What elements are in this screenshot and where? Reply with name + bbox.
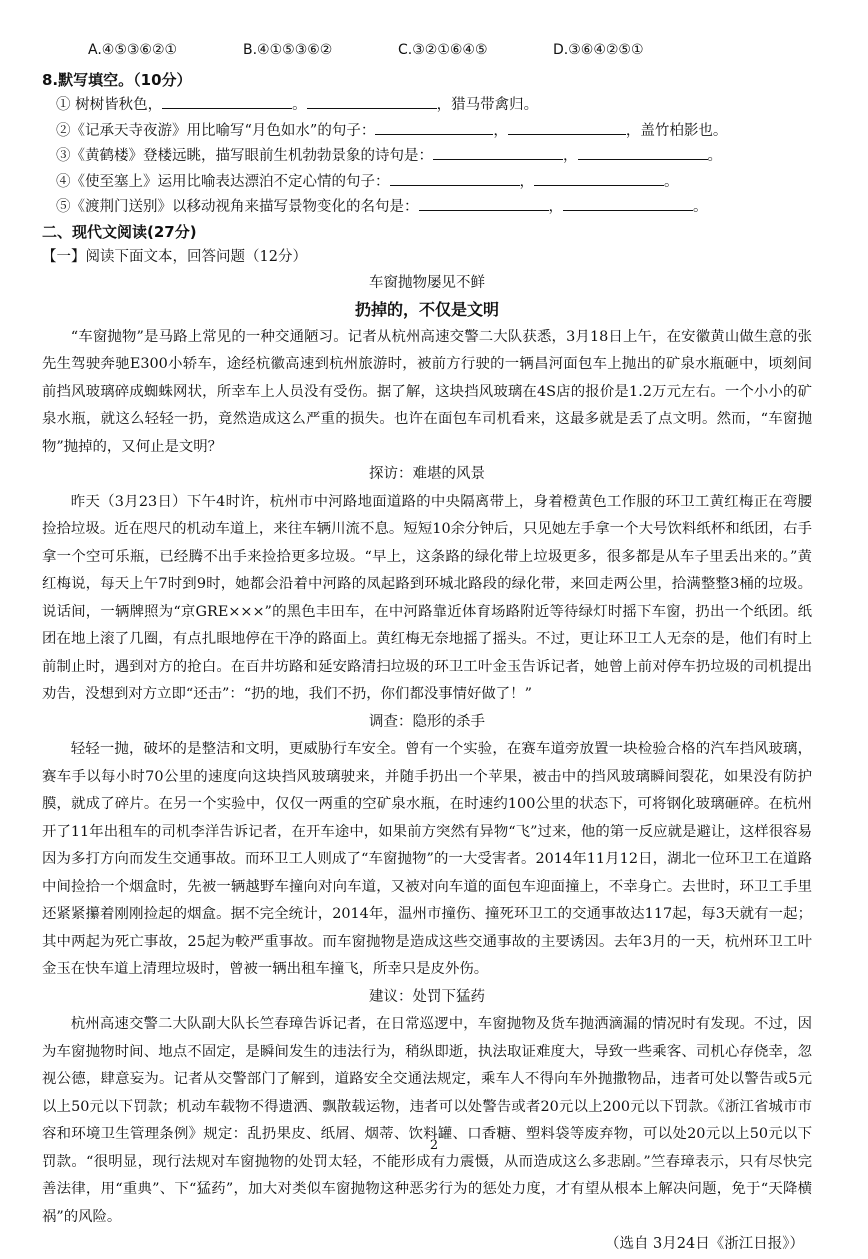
option-b: B.④①⑤③⑥② [243, 42, 333, 58]
section-heading: 二、现代文阅读(27分) [42, 222, 197, 241]
question-8-title: 8.默写填空。（10分） [42, 71, 192, 89]
answer-options [42, 42, 812, 58]
article-subheading: 建议：处罚下猛药 [369, 988, 485, 1005]
article-paragraph: 轻轻一抛，破坏的是整洁和文明，更威胁行车安全。曾有一个实验，在赛车道旁放置一块检验合格的汽车挡风玻璃，赛车手以每小时70公里的速度向这块挡风玻璃驶来，并随手扔出一个苹果，被击中的挡风玻璃瞬间裂花，如果没有防护膜，就成了碎片。在另一个实验中，仅仅一两重的空矿泉水瓶，在时速约100公里的状态下，可将钢化玻璃砸碎。在杭州开了11年出租车的司机李洋告诉记者，在开车途中，如果前方突然有异物“飞”过来，他的第一反应就是避让，这样很容易因为多打方向而发生交通事故。而环卫工人则成了“车窗抛物”的一大受害者。2014年11月12日，湖北一位环卫工在道路中间捡拾一个烟盒时，先被一辆越野车撞向对向车道，又被对向车道的面包车迎面撞上，不幸身亡。去世时，环卫工手里还紧紧攥着刚刚捡起的烟盒。据不完全统计，2014年，温州市撞伤、撞死环卫工的交通事故达117起，每3天就有一起；其中两起为死亡事故，25起为較严重事故。而车窗抛物是造成这些交通事故的主要诱因。去年3月的一天，杭州环卫工叶金玉在快车道上清理垃圾时，曾被一辆出租车撞飞，所幸只是皮外伤。 [42, 741, 812, 977]
article-paragraph: 杭州高速交警二大队副大队长竺春璋告诉记者，在日常巡逻中，车窗抛物及货车抛洒滴漏的情况时有发现。不过，因为车窗抛物时间、地点不固定，是瞬间发生的违法行为，稍纵即逝，执法取证难度大，导致一些乘客、司机心存侥幸，忽视公德，肆意妄为。记者从交警部门了解到，道路安全交通法规定，乘车人不得向车外抛撒物品，违者可处以警告或5元以上50元以下罚款；机动车载物不得遗洒、飘散载运物，违者可以处警告或者20元以上200元以下罚款。《浙江省城市市容和环境卫生管理条例》规定：乱扔果皮、纸屑、烟蒂、饮料罐、口香糖、塑料袋等废弃物，可以处20元以上50元以下罚款。“很明显，现行法规对车窗抛物的处罚太轻，不能形成有力震慑，从而造成这么多悲剧。”竺春璋表示，只有尽快完善法律，用“重典”、下“猛药”，加大对类似车窗抛物这种恶劣行为的惩处力度，才有望从根本上解决问题，免于“天降横祸”的风险。 [42, 1016, 812, 1225]
answer-blank[interactable] [433, 143, 563, 160]
fill-item-4: ④《使至塞上》运用比喻表达漂泊不定心情的句子： ， 。 [42, 169, 812, 195]
article-subheading: 调查：隐形的杀手 [369, 713, 485, 730]
answer-blank[interactable] [419, 194, 549, 211]
fill-item-5: ⑤《渡荆门送别》以移动视角来描写景物变化的名句是： ， 。 [42, 194, 812, 220]
article-paragraph: “车窗抛物”是马路上常见的一种交通陋习。记者从杭州高速交警二大队获悉，3月18日上午，在安徽黄山做生意的张先生驾驶奔驰E300小轿车，途经杭徽高速到杭州旅游时，被前方行驶的一辆昌河面包车上抛出的矿泉水瓶砸中，顷刻间前挡风玻璃碎成蜘蛛网状，所幸车上人员没有受伤。据了解，这块挡风玻璃在4S店的报价是1.2万元左右。一个小小的矿泉水瓶，就这么轻轻一扔，竟然造成这么严重的损失。也许在面包车司机看来，这最多就是丢了点文明。然而，“车窗抛物”抛掉的，又何止是文明？ [42, 328, 812, 455]
answer-blank[interactable] [563, 194, 693, 211]
answer-blank[interactable] [307, 92, 437, 109]
article-paragraph: 昨天（3月23日）下午4时许，杭州市中河路地面道路的中央隔离带上，身着橙黄色工作服的环卫工黄红梅正在弯腰捡拾垃圾。近在咫尺的机动车道上，来往车辆川流不息。短短10余分钟后，只见她左手拿一个大号饮料纸杯和纸团，右手拿一个空可乐瓶，已经腾不出手来捡拾更多垃圾。“早上，这条路的绿化带上垃圾更多，很多都是从车子里丢出来的。”黄红梅说，每天上午7时到9时，她都会沿着中河路的凤起路到环城北路段的绿化带，来回走两公里，拾满整整3桶的垃圾。说话间，一辆牌照为“京GRE×××”的黑色丰田车，在中河路靠近体育场路附近等待绿灯时摇下车窗，扔出一个纸团。纸团在地上滚了几圈，有点扎眼地停在干净的路面上。黄红梅无奈地摇了摇头。不过，更让环卫工人无奈的是，他们有时上前制止时，遇到对方的抢白。在百井坊路和延安路清扫垃圾的环卫工叶金玉告诉记者，她曾上前对停车扔垃圾的司机提出劝告，没想到对方立即“还击”：“扔的地，我们不扔，你们都没事情好做了！” [42, 493, 812, 702]
answer-blank[interactable] [534, 169, 664, 186]
answer-blank[interactable] [578, 143, 708, 160]
answer-blank[interactable] [375, 118, 493, 135]
article-subheading: 探访：难堪的风景 [369, 466, 485, 482]
option-a: A.④⑤③⑥②① [88, 42, 178, 58]
article-subtitle: 车窗抛物屡见不鲜 [369, 274, 485, 291]
fill-item-2: ②《记承天寺夜游》用比喻写“月色如水”的句子： ， ，盖竹柏影也。 [42, 118, 812, 144]
article-title: 扔掉的，不仅是文明 [354, 299, 499, 319]
answer-blank[interactable] [508, 118, 626, 135]
section-instruction: 【一】阅读下面文本，回答问题（12分） [42, 248, 307, 265]
answer-blank[interactable] [162, 92, 292, 109]
option-c: C.③②①⑥④⑤ [398, 42, 488, 58]
option-d: D.③⑥④②⑤① [553, 42, 644, 58]
fill-item-1: ① 树树皆秋色， 。 ，猎马带禽归。 [42, 92, 812, 118]
fill-item-3: ③《黄鹤楼》登楼远眺，描写眼前生机勃勃景象的诗句是： ， 。 [42, 143, 812, 169]
article-source: （选自 3月24日《浙江日报》） [604, 1236, 804, 1252]
answer-blank[interactable] [390, 169, 520, 186]
page-number: 2 [429, 1138, 439, 1153]
